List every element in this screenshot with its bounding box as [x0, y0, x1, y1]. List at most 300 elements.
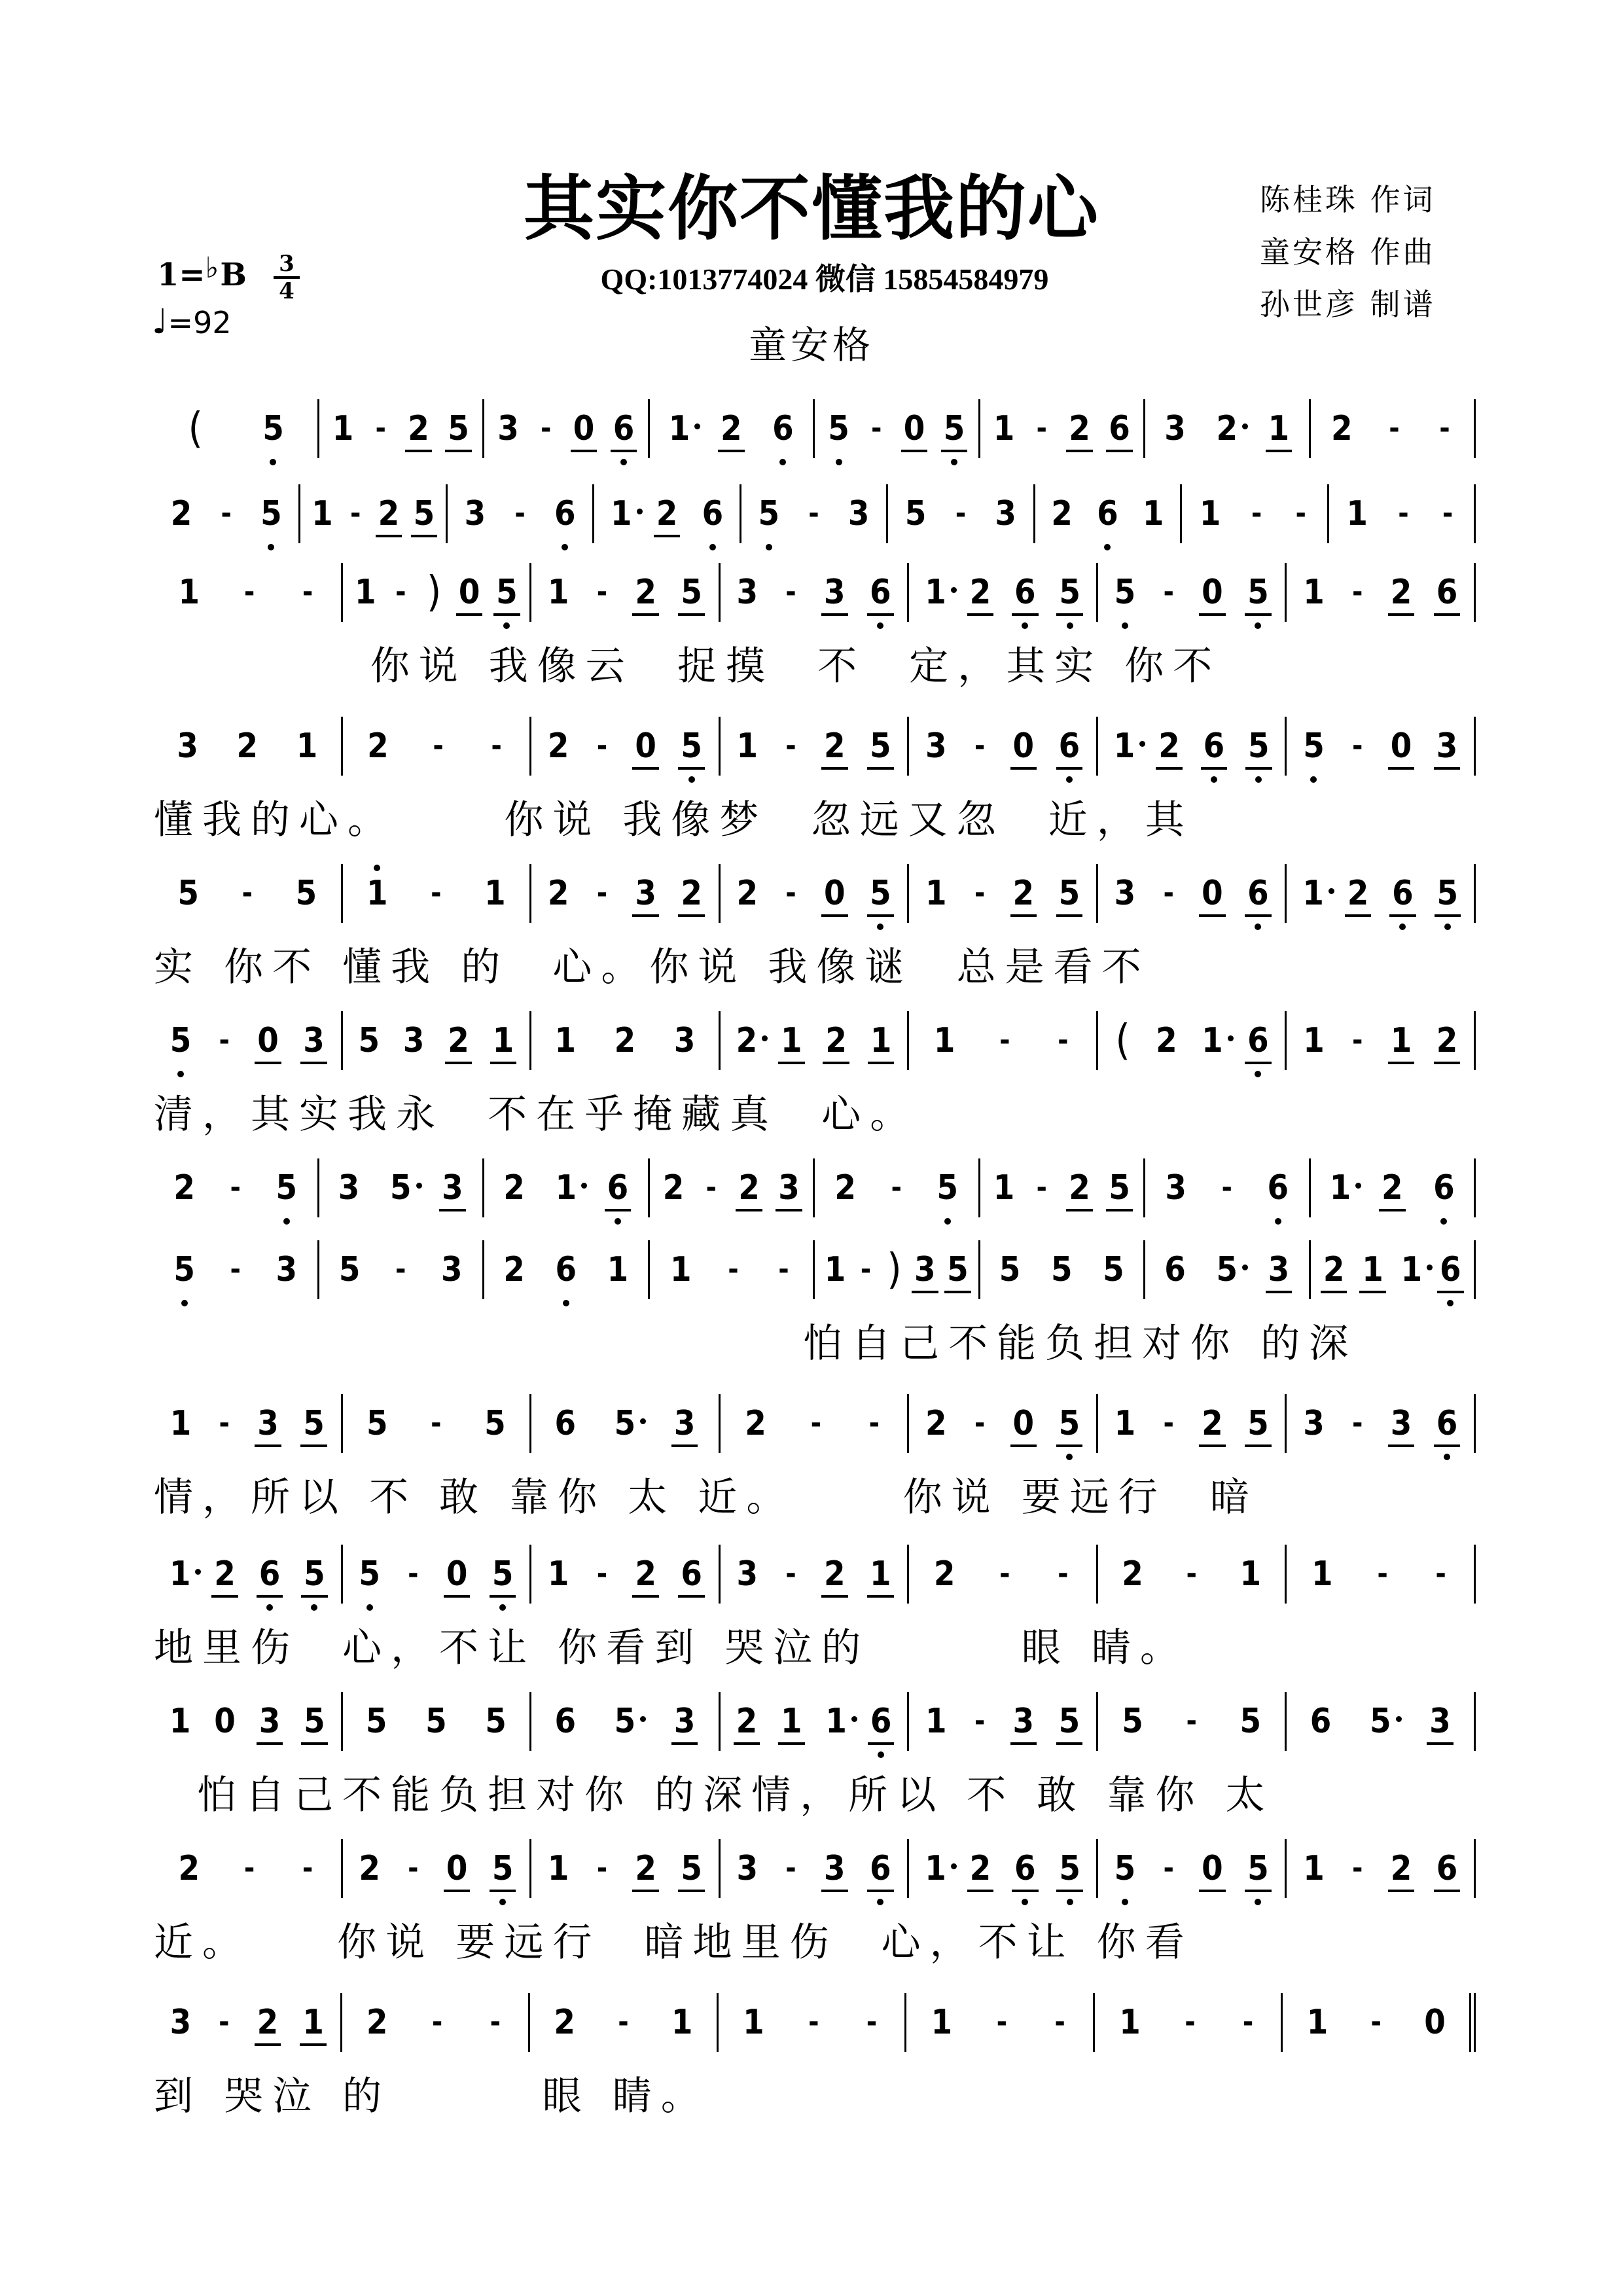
low-octave-dot: [1255, 924, 1261, 930]
low-octave-dot: [268, 544, 274, 550]
note: 1: [925, 1849, 946, 1888]
dash-extension: -: [1163, 1852, 1174, 1885]
note: 0: [446, 1849, 468, 1888]
note: 6: [870, 573, 891, 612]
note: 5: [615, 1702, 636, 1741]
low-octave-dot: [1255, 1071, 1261, 1077]
note: 6: [1436, 1849, 1458, 1888]
measure: [909, 563, 1098, 622]
measure: [484, 1240, 650, 1299]
underline-beam: [445, 450, 472, 452]
dash-extension: -: [785, 1557, 796, 1590]
underline-beam: [944, 1291, 971, 1293]
underline-beam: [1389, 914, 1416, 917]
note: 0: [904, 409, 925, 448]
dash-extension: -: [431, 2005, 443, 2039]
low-octave-dot: [615, 1218, 621, 1225]
dash-extension: -: [1058, 1557, 1069, 1590]
note: 3: [1391, 1404, 1412, 1443]
underline-beam: [1245, 613, 1272, 616]
note: 6: [1204, 726, 1225, 766]
note: 1: [1401, 1250, 1423, 1289]
augmentation-dot: [851, 1716, 857, 1722]
note: 1: [671, 2003, 693, 2042]
measure: [343, 1839, 532, 1898]
dash-extension: -: [1352, 1852, 1363, 1885]
measure: [1287, 864, 1476, 923]
low-octave-dot: [1444, 1454, 1450, 1460]
underline-beam: [571, 450, 597, 452]
dash-extension: -: [596, 876, 608, 910]
note: 1: [925, 1702, 947, 1741]
note: 0: [1013, 726, 1035, 766]
underline-beam: [678, 1890, 705, 1892]
low-octave-dot: [877, 1899, 883, 1905]
low-octave-dot: [177, 1071, 184, 1077]
measure: [484, 1158, 650, 1217]
note: 5: [170, 1021, 192, 1060]
underline-beam: [734, 1742, 760, 1745]
note: 6: [1059, 726, 1080, 766]
underline-beam: [1266, 1291, 1293, 1293]
underline-beam: [1199, 914, 1226, 917]
note: 2: [554, 2003, 575, 2042]
dash-extension: -: [349, 497, 361, 530]
note: 2: [1330, 409, 1353, 448]
measure: [1098, 1692, 1287, 1751]
note: 6: [1436, 1404, 1458, 1443]
note: 3: [442, 1168, 463, 1208]
underline-beam: [912, 1291, 938, 1293]
measure: [721, 1839, 910, 1898]
measure: [1098, 864, 1287, 923]
low-octave-dot: [1440, 1218, 1447, 1225]
dash-extension: -: [808, 497, 819, 530]
dash-extension: -: [785, 575, 796, 609]
note: 5: [1303, 726, 1325, 766]
note: 5: [937, 1168, 959, 1208]
underline-beam: [439, 1209, 466, 1211]
dash-extension: -: [241, 876, 253, 910]
measure: [154, 484, 300, 543]
song-title: 其实你不懂我的心: [523, 168, 1099, 250]
underline-beam: [1199, 1444, 1226, 1447]
note: 6: [1097, 494, 1118, 533]
underline-beam: [1201, 767, 1228, 770]
note: 5: [1115, 1849, 1136, 1888]
dash-extension: -: [1352, 1024, 1363, 1057]
note: 1: [1114, 1404, 1136, 1443]
dash-extension: -: [1442, 497, 1454, 530]
dash-extension: -: [1036, 412, 1047, 445]
note: 1: [993, 409, 1015, 448]
underline-beam: [301, 1595, 328, 1598]
measure: [531, 1394, 721, 1453]
note: 5: [177, 874, 199, 913]
underline-beam: [678, 613, 705, 616]
dash-extension: -: [395, 575, 406, 609]
note: 6: [870, 1849, 891, 1888]
underline-beam: [1056, 767, 1083, 770]
note: 3: [441, 1250, 463, 1289]
lyrics-line: 怕自己不能负担对你 的深: [154, 1321, 1358, 1367]
note: 3: [1268, 1250, 1290, 1289]
note: 0: [635, 726, 656, 766]
score-row: [154, 563, 1476, 622]
note: 2: [656, 494, 678, 533]
measure: [1287, 563, 1476, 622]
underline-beam: [611, 450, 637, 452]
dash-extension: -: [1058, 1024, 1069, 1057]
underline-beam: [1056, 613, 1083, 616]
underline-beam: [445, 1062, 472, 1064]
note: 6: [1268, 1168, 1289, 1208]
measure: [721, 717, 910, 776]
underline-beam: [1434, 1062, 1461, 1064]
low-octave-dot: [1255, 1899, 1261, 1905]
underline-beam: [1010, 914, 1037, 917]
note: 3: [402, 1021, 425, 1060]
note: 2: [367, 726, 389, 766]
note: 1: [781, 1702, 802, 1741]
dash-extension: -: [596, 1557, 608, 1590]
note: 1: [825, 1702, 847, 1741]
note: 5: [1216, 1250, 1238, 1289]
measure: [909, 1545, 1098, 1604]
dash-extension: -: [302, 575, 313, 609]
measure: [721, 563, 910, 622]
underline-beam: [1245, 1890, 1272, 1892]
measure: [1287, 1545, 1476, 1604]
underline-beam: [300, 2043, 327, 2046]
note: 6: [555, 1250, 577, 1289]
note: 3: [1114, 874, 1136, 913]
note: 2: [736, 1021, 758, 1060]
note: 5: [1370, 1702, 1391, 1741]
note: 3: [1436, 726, 1458, 766]
augmentation-dot: [1329, 888, 1334, 894]
underline-beam: [1434, 613, 1461, 616]
underline-beam: [1010, 767, 1037, 770]
augmentation-dot: [951, 1863, 957, 1869]
low-octave-dot: [836, 459, 842, 465]
note: 0: [1202, 1849, 1223, 1888]
underline-beam: [1056, 1890, 1083, 1892]
underline-beam: [821, 914, 848, 917]
note: 2: [681, 874, 702, 913]
note: 5: [1122, 1702, 1143, 1741]
underline-beam: [867, 1890, 894, 1892]
low-octave-dot: [1399, 924, 1406, 930]
note: 3: [674, 1404, 696, 1443]
lyrics-line: 情，所以 不 敢 靠你 太 近。 你说 要远行 暗: [154, 1475, 1258, 1520]
dash-extension: -: [785, 1852, 796, 1885]
note: 1: [1119, 2003, 1141, 2042]
measure: [815, 1158, 980, 1217]
lyrics-line: 近。 你说 要远行 暗地里伤 心，不让 你看: [154, 1920, 1194, 1965]
note: 2: [448, 1021, 469, 1060]
measure: [1098, 1394, 1287, 1453]
note: 2: [970, 1849, 991, 1888]
note: 1: [554, 1021, 577, 1060]
note: 5: [1240, 1702, 1262, 1741]
underline-beam: [678, 914, 705, 917]
measure: [531, 1692, 721, 1751]
note: 2: [745, 1404, 766, 1443]
dash-extension: -: [1185, 2005, 1196, 2039]
low-octave-dot: [311, 1604, 317, 1611]
low-octave-dot: [270, 459, 276, 465]
transcriber-credit: 孙世彦 制谱: [1260, 287, 1436, 322]
low-octave-dot: [944, 1218, 951, 1225]
note: 6: [607, 1168, 629, 1208]
dash-extension: -: [974, 876, 986, 910]
lyrics-line: 实 你不 懂我 的 心。你说 我像谜 总是看不: [154, 944, 1150, 990]
dash-extension: -: [955, 497, 967, 530]
underline-beam: [1066, 450, 1093, 452]
underline-beam: [1245, 1444, 1272, 1447]
low-octave-dot: [563, 1300, 569, 1306]
dash-extension: -: [810, 1407, 822, 1440]
note: 1: [1311, 1554, 1333, 1594]
note: 5: [1109, 1168, 1130, 1208]
composer-credit: 童安格 作曲: [1260, 234, 1436, 270]
augmentation-dot: [1396, 1716, 1402, 1722]
dash-extension: -: [785, 876, 796, 910]
note: 1: [169, 1554, 191, 1594]
note: 1: [933, 1021, 955, 1060]
note: 3: [736, 573, 758, 612]
augmentation-dot: [640, 1418, 646, 1424]
lyrics-line: 懂我的心。 你说 我像梦 忽远又忽 近，其: [154, 797, 1194, 843]
underline-beam: [867, 767, 894, 770]
note: 6: [1014, 573, 1036, 612]
dash-extension: -: [431, 876, 442, 910]
score-row: [154, 1011, 1476, 1070]
low-octave-dot: [1444, 924, 1451, 930]
note: 1: [925, 573, 946, 612]
underline-beam: [490, 1595, 516, 1598]
underline-beam: [1388, 1890, 1415, 1892]
note: 2: [503, 1168, 525, 1208]
underline-beam: [1199, 613, 1226, 616]
dash-extension: -: [1398, 497, 1409, 530]
measure: [531, 1545, 721, 1604]
note: 6: [613, 409, 635, 448]
measure: [719, 1993, 907, 2052]
dash-extension: -: [221, 497, 232, 530]
note: 5: [484, 1404, 506, 1443]
underline-beam: [901, 450, 928, 452]
note: 5: [390, 1168, 412, 1208]
dash-extension: -: [1163, 876, 1174, 910]
dash-extension: -: [596, 1852, 608, 1885]
note: 5: [492, 1849, 514, 1888]
dash-extension: -: [871, 412, 882, 445]
measure: [909, 1839, 1098, 1898]
underline-beam: [300, 1444, 327, 1447]
augmentation-dot: [1355, 1183, 1361, 1189]
underline-beam: [632, 914, 659, 917]
underline-beam: [1010, 1742, 1037, 1745]
low-octave-dot: [1066, 776, 1073, 783]
dash-extension: -: [728, 1253, 739, 1286]
dash-extension: -: [1352, 1407, 1363, 1440]
dash-extension: -: [302, 1852, 313, 1885]
measure: [650, 399, 815, 458]
underline-beam: [490, 1062, 517, 1064]
dash-extension: -: [891, 1171, 902, 1204]
note: 1: [169, 1702, 191, 1741]
dash-extension: -: [1439, 412, 1450, 445]
note: 0: [459, 573, 480, 612]
note: 3: [497, 409, 519, 448]
note: 0: [824, 874, 846, 913]
measure: [721, 1692, 910, 1751]
note: 5: [1103, 1250, 1124, 1289]
note: 6: [259, 1554, 281, 1594]
low-octave-dot: [688, 776, 695, 783]
note: 3: [464, 494, 486, 533]
dash-extension: -: [705, 1171, 717, 1204]
augmentation-dot: [195, 1569, 201, 1575]
note: 0: [214, 1702, 236, 1741]
measure: [1098, 563, 1287, 622]
low-octave-dot: [266, 1604, 273, 1611]
note: 3: [673, 1021, 696, 1060]
low-octave-dot: [620, 459, 627, 465]
augmentation-dot: [951, 587, 957, 593]
note: 5: [1247, 573, 1269, 612]
note: 3: [177, 726, 198, 766]
low-octave-dot: [877, 924, 883, 930]
score-row: [154, 1394, 1476, 1453]
measure: [154, 563, 343, 622]
note: 2: [970, 573, 991, 612]
measure: [721, 864, 910, 923]
note: 3: [259, 1702, 281, 1741]
note: 1: [484, 874, 506, 913]
score-row: [154, 1993, 1476, 2052]
underline-beam: [1156, 767, 1183, 770]
measure: [909, 717, 1098, 776]
note: 5: [173, 1250, 195, 1289]
dash-extension: -: [1352, 575, 1363, 609]
dash-extension: -: [1054, 2005, 1065, 2039]
note: 3: [824, 1849, 846, 1888]
note: 3: [338, 1168, 360, 1208]
underline-beam: [1321, 1291, 1347, 1293]
note: 5: [303, 1404, 325, 1443]
note: 1: [607, 1250, 629, 1289]
measure: [1283, 1993, 1476, 2052]
note: 0: [446, 1554, 468, 1594]
dash-extension: -: [974, 1704, 986, 1738]
underline-beam: [671, 1742, 698, 1745]
note: 1: [332, 409, 354, 448]
underline-beam: [671, 1444, 698, 1447]
note: 3: [736, 1554, 758, 1594]
measure: [980, 1158, 1146, 1217]
underline-beam: [632, 1595, 659, 1598]
note: 5: [828, 409, 849, 448]
note: 5: [1247, 1849, 1269, 1888]
low-octave-dot: [878, 1751, 884, 1758]
underline-beam: [1434, 767, 1461, 770]
note: 2: [1391, 573, 1412, 612]
score-row: [154, 864, 1476, 923]
measure: [154, 1692, 343, 1751]
key-note: B: [220, 257, 247, 293]
note: 1: [296, 726, 318, 766]
underline-beam: [444, 1595, 471, 1598]
low-octave-dot: [1255, 622, 1261, 629]
note: 1: [169, 1404, 192, 1443]
note: 0: [1202, 573, 1223, 612]
note: 5: [448, 409, 469, 448]
dash-extension: -: [395, 1253, 406, 1286]
underline-beam: [1435, 914, 1461, 917]
augmentation-dot: [1228, 1035, 1234, 1041]
underline-beam: [1245, 767, 1272, 770]
underline-beam: [1434, 1444, 1461, 1447]
underline-beam: [821, 767, 848, 770]
dash-extension: -: [1186, 1704, 1197, 1738]
augmentation-dot: [1139, 741, 1145, 747]
augmentation-dot: [416, 1183, 422, 1189]
note: 1: [1199, 494, 1221, 533]
note: 5: [1059, 874, 1080, 913]
note: 6: [1310, 1702, 1332, 1741]
note: 2: [547, 726, 569, 766]
low-octave-dot: [1310, 776, 1317, 783]
note: 5: [304, 1702, 325, 1741]
note: 6: [870, 1702, 892, 1741]
underline-beam: [1388, 767, 1415, 770]
measure: [531, 864, 721, 923]
measure: [1287, 1839, 1476, 1898]
note: 2: [503, 1250, 525, 1289]
underline-beam: [967, 613, 994, 616]
note: 5: [262, 409, 284, 448]
contact-info: QQ:1013774024 微信 15854584979: [600, 262, 1049, 296]
meter-bottom: 4: [279, 278, 294, 304]
note: 5: [947, 1250, 969, 1289]
note: 1: [870, 1021, 892, 1060]
note: 3: [778, 1168, 800, 1208]
high-octave-dot: [374, 865, 380, 871]
note: 3: [257, 1404, 279, 1443]
underline-beam: [867, 613, 894, 616]
note: 2: [257, 2003, 279, 2042]
underline-beam: [255, 1062, 281, 1064]
lyrics-line: 你说 我像云 捉摸 不 定，其实 你不: [154, 643, 1222, 689]
measure: [154, 1394, 343, 1453]
dash-extension: -: [230, 1171, 241, 1204]
note: 1: [366, 874, 388, 913]
underline-beam: [1266, 450, 1293, 452]
note: 3: [847, 494, 870, 533]
note: 1: [993, 1168, 1015, 1208]
note: 5: [485, 1702, 507, 1741]
dash-extension: -: [868, 1407, 880, 1440]
note: 2: [738, 1168, 760, 1208]
note: 6: [1436, 573, 1458, 612]
low-octave-dot: [1447, 1300, 1454, 1306]
underline-beam: [941, 450, 968, 452]
underline-beam: [255, 1444, 281, 1447]
measure: [343, 717, 532, 776]
